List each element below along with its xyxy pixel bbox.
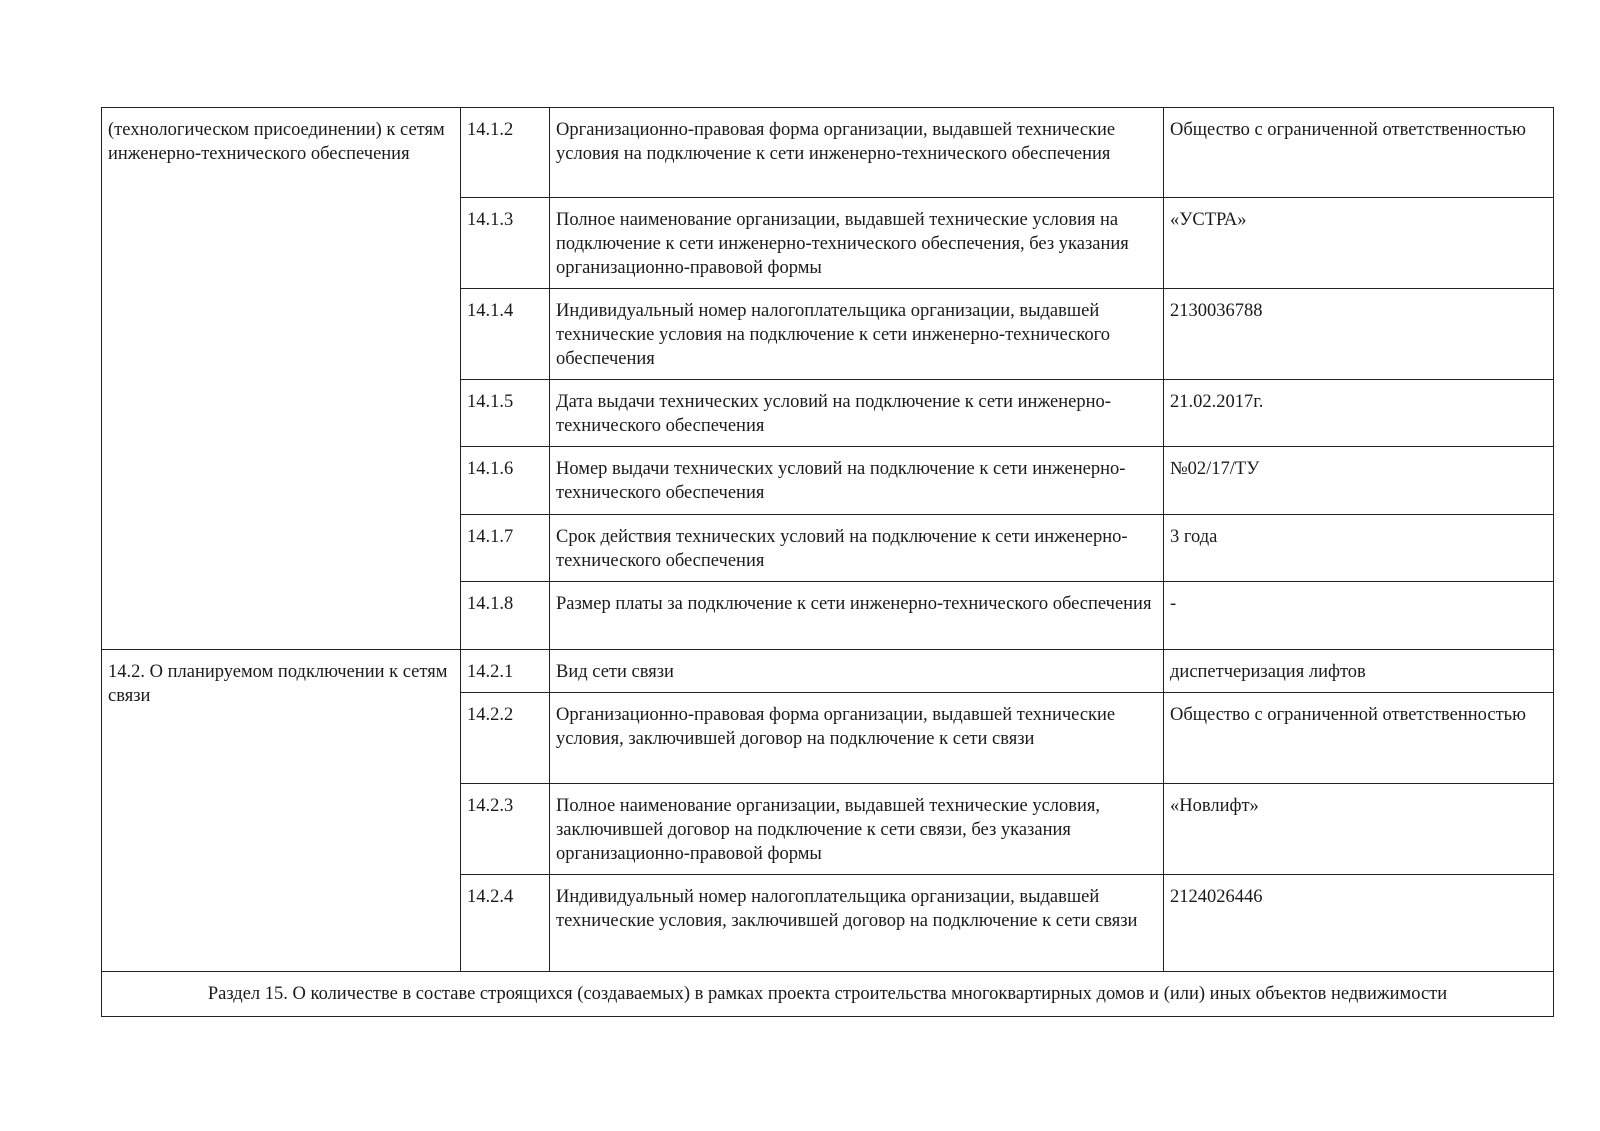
section-15-heading: Раздел 15. О количестве в составе строящихся (создаваемых) в рамках проекта строительства многоквартирных домов и (или) иных объектов недвижимости: [102, 972, 1554, 1017]
item-number: 14.2.2: [461, 693, 550, 784]
item-value: Общество с ограниченной ответственностью: [1164, 108, 1554, 198]
item-number: 14.1.3: [461, 198, 550, 289]
item-value: 2130036788: [1164, 289, 1554, 380]
item-number: 14.1.4: [461, 289, 550, 380]
item-value: 21.02.2017г.: [1164, 380, 1554, 447]
item-value: Общество с ограниченной ответственностью: [1164, 693, 1554, 784]
item-value: «Новлифт»: [1164, 784, 1554, 875]
item-number: 14.2.3: [461, 784, 550, 875]
disclosure-table: [101, 107, 1554, 1017]
item-description: Номер выдачи технических условий на подключение к сети инженерно-технического обеспечения: [550, 447, 1164, 515]
table-row: [102, 650, 1554, 693]
item-number: 14.1.8: [461, 582, 550, 650]
item-description: Размер платы за подключение к сети инженерно-технического обеспечения: [550, 582, 1164, 650]
item-description: Дата выдачи технических условий на подключение к сети инженерно-технического обеспечения: [550, 380, 1164, 447]
item-number: 14.1.6: [461, 447, 550, 515]
item-value: 3 года: [1164, 515, 1554, 582]
item-value: 2124026446: [1164, 875, 1554, 972]
item-description: Индивидуальный номер налогоплательщика организации, выдавшей технические условия на подключение к сети инженерно-технического обеспечения: [550, 289, 1164, 380]
item-number: 14.2.4: [461, 875, 550, 972]
item-description: Организационно-правовая форма организации, выдавшей технические условия на подключение к сети инженерно-технического обеспечения: [550, 108, 1164, 198]
item-number: 14.2.1: [461, 650, 550, 693]
item-number: 14.1.5: [461, 380, 550, 447]
item-description: Полное наименование организации, выдавшей технические условия на подключение к сети инженерно-технического обеспечения, без указания организационно-правовой формы: [550, 198, 1164, 289]
item-value: диспетчеризация лифтов: [1164, 650, 1554, 693]
section-cell: (технологическом присоединении) к сетям инженерно-технического обеспечения: [102, 108, 461, 650]
item-description: Индивидуальный номер налогоплательщика организации, выдавшей технические условия, заключившей договор на подключение к сети связи: [550, 875, 1164, 972]
item-value: «УСТРА»: [1164, 198, 1554, 289]
section-cell: 14.2. О планируемом подключении к сетям связи: [102, 650, 461, 972]
item-description: Вид сети связи: [550, 650, 1164, 693]
item-description: Полное наименование организации, выдавшей технические условия, заключившей договор на подключение к сети связи, без указания организационно-правовой формы: [550, 784, 1164, 875]
item-number: 14.1.2: [461, 108, 550, 198]
item-description: Организационно-правовая форма организации, выдавшей технические условия, заключившей договор на подключение к сети связи: [550, 693, 1164, 784]
item-value: №02/17/ТУ: [1164, 447, 1554, 515]
section-15-row: [102, 972, 1554, 1017]
item-description: Срок действия технических условий на подключение к сети инженерно-технического обеспечения: [550, 515, 1164, 582]
item-value: -: [1164, 582, 1554, 650]
item-number: 14.1.7: [461, 515, 550, 582]
table-row: [102, 108, 1554, 198]
